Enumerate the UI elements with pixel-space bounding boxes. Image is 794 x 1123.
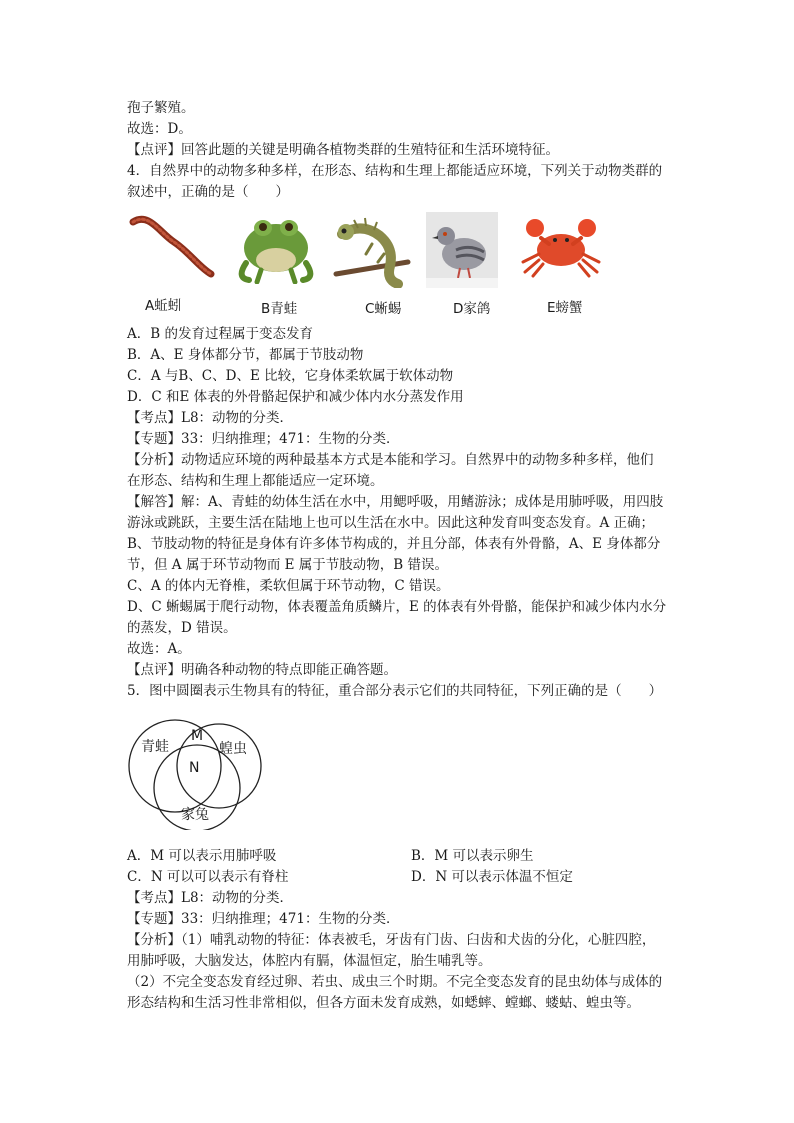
text-line: 故选：A。 bbox=[127, 641, 191, 657]
text-line: 游泳或跳跃，主要生活在陆地上也可以生活在水中。因此这种发育叫变态发育。A 正确； bbox=[127, 515, 655, 531]
text-line: D、C 蜥蜴属于爬行动物，体表覆盖角质鳞片，E 的体表有外骨骼，能保护和减少体内水分 bbox=[127, 599, 667, 615]
animal-label-a: A蚯蚓 bbox=[145, 298, 182, 314]
option-b: B．A、E 身体都分节，都属于节肢动物 bbox=[127, 347, 364, 363]
venn-label-m: M bbox=[191, 728, 204, 744]
text-line: 用肺呼吸，大脑发达，体腔内有膈，体温恒定，胎生哺乳等。 bbox=[127, 953, 492, 969]
pigeon-icon bbox=[426, 212, 498, 288]
text-line: 【专题】33：归纳推理；471：生物的分类． bbox=[127, 911, 400, 927]
text-line: 节，但 A 属于环节动物而 E 属于节肢动物，B 错误。 bbox=[127, 557, 448, 573]
text-line: 【考点】L8：动物的分类． bbox=[127, 410, 294, 426]
text-line: （2）不完全变态发育经过卵、若虫、成虫三个时期。不完全变态发育的昆虫幼体与成体的 bbox=[127, 974, 663, 990]
text-line: 【专题】33：归纳推理；471：生物的分类． bbox=[127, 431, 400, 447]
text-line: 【考点】L8：动物的分类． bbox=[127, 890, 294, 906]
option-d: D．C 和E 体表的外骨骼起保护和减少体内水分蒸发作用 bbox=[127, 389, 464, 405]
animal-label-b: B青蛙 bbox=[261, 301, 298, 317]
lizard-icon bbox=[332, 212, 412, 288]
animal-label-d: D家鸽 bbox=[453, 301, 491, 317]
option-d: D．N 可以表示体温不恒定 bbox=[411, 869, 573, 885]
venn-diagram bbox=[127, 710, 267, 830]
text-line: 【点评】回答此题的关键是明确各植物类群的生殖特征和生活环境特征。 bbox=[127, 142, 559, 158]
option-c: C．A 与B、C、D、E 比较，它身体柔软属于软体动物 bbox=[127, 368, 454, 384]
option-c: C．N 可以可以表示有脊柱 bbox=[127, 869, 289, 885]
text-line: 在形态、结构和生理上都能适应一定环境。 bbox=[127, 473, 384, 489]
question-4-stem: 4．自然界中的动物多种多样，在形态、结构和生理上都能适应环境，下列关于动物类群的 bbox=[127, 163, 663, 179]
text-line: C、A 的体内无脊椎，柔软但属于环节动物，C 错误。 bbox=[127, 578, 450, 594]
text-line: 【分析】动物适应环境的两种最基本方式是本能和学习。自然界中的动物多种多样，他们 bbox=[127, 452, 654, 468]
text-line: 【点评】明确各种动物的特点即能正确答题。 bbox=[127, 662, 397, 678]
crab-icon bbox=[519, 214, 603, 280]
option-b: B．M 可以表示卵生 bbox=[411, 848, 534, 864]
text-line: 孢子繁殖。 bbox=[127, 100, 195, 116]
venn-label-n: N bbox=[189, 760, 200, 776]
text-line: B、节肢动物的特征是身体有许多体节构成的，并且分部，体表有外骨骼，A、E 身体都分 bbox=[127, 536, 661, 552]
animal-label-e: E螃蟹 bbox=[547, 300, 583, 316]
question-4-stem: 叙述中，正确的是（ ） bbox=[127, 184, 289, 200]
venn-label-rabbit: 家兔 bbox=[181, 807, 209, 823]
text-line: 的蒸发，D 错误。 bbox=[127, 620, 237, 636]
animal-images bbox=[127, 208, 647, 323]
option-a: A．M 可以表示用肺呼吸 bbox=[127, 848, 277, 864]
text-line: 【解答】解：A、青蛙的幼体生活在水中，用鳃呼吸，用鳍游泳；成体是用肺呼吸，用四肢 bbox=[127, 494, 664, 510]
text-line: 形态结构和生活习性非常相似，但各方面未发育成熟，如蟋蟀、螳螂、蝼蛄、蝗虫等。 bbox=[127, 995, 640, 1011]
animal-label-c: C蜥蜴 bbox=[365, 301, 402, 317]
text-line: 【分析】（1）哺乳动物的特征：体表被毛，牙齿有门齿、臼齿和犬齿的分化，心脏四腔， bbox=[127, 932, 656, 948]
venn-label-locust: 蝗虫 bbox=[219, 741, 247, 757]
frog-icon bbox=[231, 208, 321, 284]
option-a: A．B 的发育过程属于变态发育 bbox=[127, 326, 313, 342]
text-line: 故选：D。 bbox=[127, 121, 192, 137]
question-5-stem: 5．图中圆圈表示生物具有的特征，重合部分表示它们的共同特征，下列正确的是（ ） bbox=[127, 683, 663, 699]
earthworm-icon bbox=[129, 212, 215, 282]
venn-label-frog: 青蛙 bbox=[141, 739, 169, 755]
